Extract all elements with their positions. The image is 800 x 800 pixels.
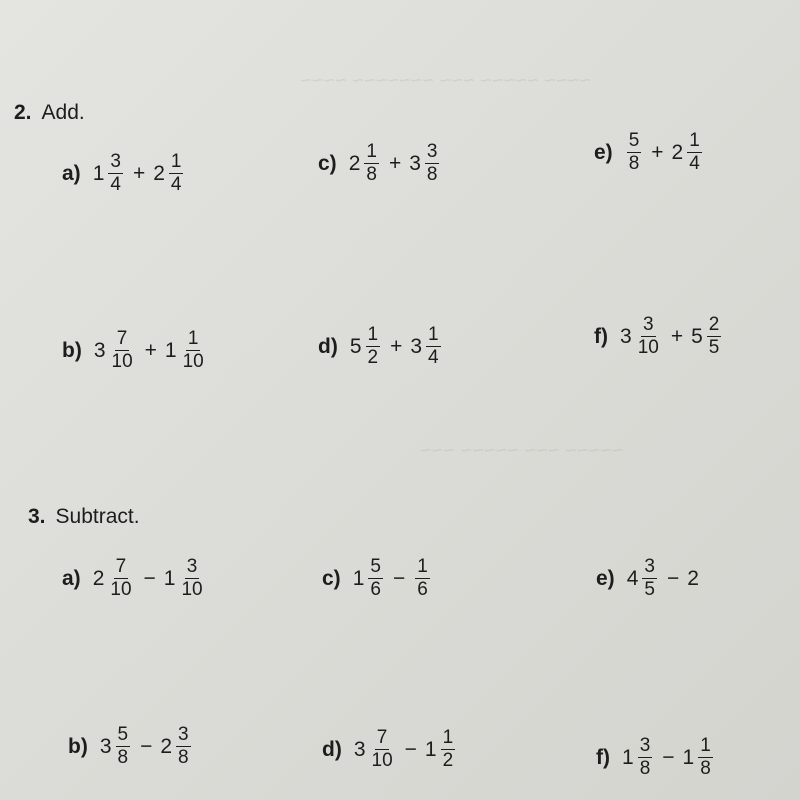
fraction bbox=[116, 724, 131, 769]
numerator: 1 bbox=[367, 324, 379, 345]
denominator: 8 bbox=[639, 758, 651, 779]
mixed-number bbox=[672, 130, 704, 175]
denominator: 2 bbox=[442, 750, 454, 771]
fraction bbox=[707, 314, 722, 359]
denominator: 10 bbox=[181, 579, 203, 600]
fraction bbox=[638, 735, 653, 780]
fraction bbox=[426, 324, 441, 369]
operator: + bbox=[670, 324, 684, 348]
mixed-number bbox=[413, 556, 432, 601]
mixed-number bbox=[100, 724, 132, 769]
numerator: 5 bbox=[117, 724, 129, 745]
whole-part: 3 bbox=[93, 338, 106, 362]
mixed-number bbox=[627, 556, 659, 601]
problem-3d bbox=[322, 727, 457, 772]
denominator: 10 bbox=[182, 351, 204, 372]
denominator: 4 bbox=[170, 174, 182, 195]
mixed-number bbox=[93, 151, 125, 196]
denominator: 5 bbox=[644, 579, 655, 600]
operator: − bbox=[666, 566, 680, 590]
operator: − bbox=[143, 566, 156, 590]
fraction bbox=[370, 727, 395, 772]
problem-label: a) bbox=[62, 161, 81, 185]
denominator: 10 bbox=[371, 750, 393, 771]
whole-part: 2 bbox=[348, 151, 361, 175]
problem-label: a) bbox=[62, 566, 81, 590]
numerator: 3 bbox=[639, 735, 651, 756]
problem-label: e) bbox=[596, 566, 615, 590]
denominator: 10 bbox=[110, 579, 132, 600]
whole-part: 5 bbox=[349, 334, 362, 358]
denominator: 8 bbox=[426, 164, 438, 185]
numerator: 1 bbox=[366, 141, 377, 162]
section-title: Subtract. bbox=[55, 505, 140, 528]
section-number: 3. bbox=[28, 505, 46, 528]
numerator: 3 bbox=[426, 141, 438, 162]
fraction bbox=[169, 151, 184, 196]
mixed-number bbox=[622, 735, 654, 780]
numerator: 3 bbox=[178, 724, 189, 745]
numerator: 3 bbox=[186, 556, 198, 577]
mixed-number bbox=[625, 130, 644, 175]
problem-label: f) bbox=[594, 324, 608, 348]
whole-part: 2 bbox=[671, 140, 684, 164]
problem-2b bbox=[62, 328, 208, 373]
mixed-number bbox=[410, 324, 442, 369]
mixed-number bbox=[620, 314, 663, 359]
mixed-number bbox=[164, 556, 207, 601]
whole-part: 1 bbox=[352, 566, 365, 590]
whole-part: 2 bbox=[153, 161, 165, 185]
fraction bbox=[176, 724, 191, 769]
problem-label: d) bbox=[318, 334, 338, 358]
mixed-number bbox=[691, 314, 723, 359]
fraction bbox=[441, 727, 456, 772]
denominator: 8 bbox=[366, 164, 377, 185]
denominator: 4 bbox=[428, 347, 439, 368]
numerator: 1 bbox=[689, 130, 700, 151]
problem-label: b) bbox=[68, 734, 88, 758]
whole-part: 1 bbox=[682, 745, 695, 769]
section-heading bbox=[14, 101, 85, 125]
fraction bbox=[698, 735, 713, 780]
denominator: 5 bbox=[708, 337, 720, 358]
problem-3f bbox=[596, 735, 715, 780]
denominator: 10 bbox=[637, 337, 659, 358]
numerator: 7 bbox=[376, 727, 388, 748]
problem-3b bbox=[68, 724, 193, 769]
whole-part: 3 bbox=[409, 151, 421, 175]
whole-part: 4 bbox=[626, 566, 639, 590]
fraction bbox=[110, 328, 135, 373]
section-heading bbox=[28, 505, 140, 529]
whole-part: 2 bbox=[160, 734, 173, 758]
mixed-number bbox=[93, 556, 136, 601]
denominator: 2 bbox=[367, 347, 379, 368]
mixed-number bbox=[165, 328, 208, 373]
numerator: 7 bbox=[116, 328, 128, 349]
numerator: 1 bbox=[428, 324, 439, 345]
problem-3c bbox=[322, 556, 432, 601]
problem-label: f) bbox=[596, 745, 610, 769]
problem-2d bbox=[318, 324, 443, 369]
whole-part: 1 bbox=[424, 737, 437, 761]
section-title: Add. bbox=[41, 101, 85, 124]
denominator: 6 bbox=[417, 579, 428, 600]
problem-label: d) bbox=[322, 737, 342, 761]
fraction bbox=[364, 141, 379, 186]
problem-label: e) bbox=[594, 140, 613, 164]
fraction bbox=[108, 151, 123, 196]
problem-3e bbox=[596, 556, 701, 601]
fraction bbox=[366, 324, 381, 369]
section-number: 2. bbox=[14, 101, 32, 124]
fraction bbox=[642, 556, 657, 601]
fraction bbox=[627, 130, 642, 175]
operator: + bbox=[144, 338, 157, 362]
problem-2f bbox=[594, 314, 723, 359]
whole-part: 1 bbox=[164, 338, 177, 362]
operator: + bbox=[651, 140, 664, 164]
whole-part: 2 bbox=[687, 566, 699, 590]
mixed-number bbox=[94, 328, 137, 373]
numerator: 2 bbox=[708, 314, 720, 335]
denominator: 6 bbox=[370, 579, 381, 600]
numerator: 3 bbox=[642, 314, 654, 335]
numerator: 3 bbox=[644, 556, 655, 577]
operator: + bbox=[132, 161, 146, 185]
whole-part: 3 bbox=[620, 324, 632, 348]
problem-label: c) bbox=[322, 566, 341, 590]
fraction bbox=[687, 130, 702, 175]
fraction bbox=[368, 556, 383, 601]
whole-part: 3 bbox=[410, 334, 423, 358]
whole-part: 5 bbox=[691, 324, 703, 348]
whole-part: 1 bbox=[92, 161, 105, 185]
operator: + bbox=[388, 151, 402, 175]
denominator: 10 bbox=[111, 351, 133, 372]
problem-2c bbox=[318, 141, 441, 186]
problem-3a bbox=[62, 556, 207, 601]
operator: − bbox=[392, 566, 406, 590]
whole-part: 3 bbox=[353, 737, 366, 761]
numerator: 1 bbox=[170, 151, 182, 172]
whole-part: 3 bbox=[99, 734, 112, 758]
denominator: 4 bbox=[110, 174, 121, 195]
fraction bbox=[636, 314, 661, 359]
mixed-number bbox=[409, 141, 441, 186]
fraction bbox=[425, 141, 440, 186]
fraction bbox=[415, 556, 430, 601]
page-show-through: ~~~~~ ~~~ ~~~~~ ~~~ bbox=[420, 440, 624, 462]
numerator: 1 bbox=[700, 735, 711, 756]
numerator: 7 bbox=[115, 556, 127, 577]
page-show-through: ~~~~ ~~~~~ ~~~ ~~~~~~~ ~~~~ bbox=[300, 70, 591, 92]
denominator: 8 bbox=[628, 153, 640, 174]
mixed-number bbox=[353, 556, 385, 601]
numerator: 5 bbox=[370, 556, 381, 577]
operator: − bbox=[662, 745, 675, 769]
problem-label: b) bbox=[62, 338, 82, 362]
numerator: 1 bbox=[417, 556, 428, 577]
fraction bbox=[179, 556, 204, 601]
denominator: 8 bbox=[117, 747, 129, 768]
problem-2a bbox=[62, 151, 185, 196]
whole-part: 1 bbox=[622, 745, 634, 769]
operator: − bbox=[404, 737, 417, 761]
problem-label: c) bbox=[318, 151, 337, 175]
operator: + bbox=[390, 334, 403, 358]
numerator: 1 bbox=[187, 328, 199, 349]
mixed-number bbox=[354, 727, 397, 772]
denominator: 4 bbox=[689, 153, 700, 174]
mixed-number bbox=[160, 724, 192, 769]
whole-part: 1 bbox=[163, 566, 176, 590]
mixed-number bbox=[687, 567, 701, 591]
problem-2e bbox=[594, 130, 704, 175]
mixed-number bbox=[349, 141, 381, 186]
numerator: 3 bbox=[110, 151, 121, 172]
denominator: 8 bbox=[178, 747, 189, 768]
mixed-number bbox=[425, 727, 457, 772]
mixed-number bbox=[153, 151, 185, 196]
fraction bbox=[108, 556, 133, 601]
denominator: 8 bbox=[700, 758, 711, 779]
mixed-number bbox=[350, 324, 382, 369]
fraction bbox=[181, 328, 206, 373]
numerator: 5 bbox=[628, 130, 640, 151]
operator: − bbox=[140, 734, 153, 758]
mixed-number bbox=[683, 735, 715, 780]
whole-part: 2 bbox=[92, 566, 105, 590]
numerator: 1 bbox=[442, 727, 454, 748]
